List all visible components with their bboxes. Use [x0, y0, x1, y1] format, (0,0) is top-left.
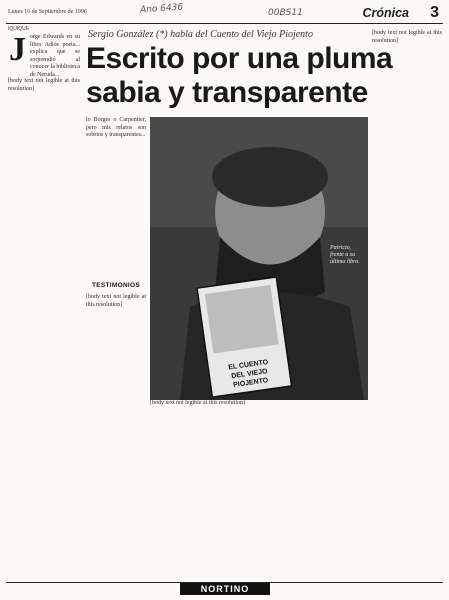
handwritten-catalog-code: 00BS11: [268, 8, 303, 18]
article-kicker: Sergio González (*) habla del Cuento del Viejo Piojento: [88, 29, 313, 40]
body-column-3: [body text not legible at this resolution]: [150, 400, 245, 406]
lead-paragraph: orge Edwards en su libro Adiós poeta... explica que se sorprendió al conocer la biblioteca de Neruda...: [30, 34, 80, 78]
section-tag: IQUIQUE: [8, 26, 30, 32]
body-column-1: [body text not legible at this resolution]: [8, 78, 80, 92]
svg-text:PIOJENTO: PIOJENTO: [232, 377, 269, 390]
photo-caption: Patricio, frente a su último libro.: [330, 245, 360, 265]
svg-text:DEL VIEJO: DEL VIEJO: [230, 368, 269, 381]
book-cover-title: EL CUENTO: [227, 359, 269, 372]
newspaper-logo: NORTINO: [180, 583, 270, 595]
body-column-2: lo Borges o Carpentier, pero mis relatos son sobrios y transparentes...: [86, 117, 146, 138]
handwritten-archive-number: Ano 6436: [139, 2, 184, 16]
subhead-testimonios: TESTIMONIOS: [91, 282, 141, 289]
masthead-rule: [6, 23, 443, 24]
headline-line-2: sabia y transparente: [86, 76, 368, 109]
body-column-2b: [body text not legible at this resolution]: [86, 294, 146, 308]
section-title: Crónica: [362, 6, 409, 20]
dateline: Lunes 16 de Septiembre de 1996: [8, 9, 87, 15]
headline-line-1: Escrito por una pluma: [86, 42, 393, 75]
drop-cap: J: [9, 31, 26, 68]
body-column-4: [body text not legible at this resolution]: [372, 30, 442, 44]
page-number: 3: [430, 4, 439, 21]
